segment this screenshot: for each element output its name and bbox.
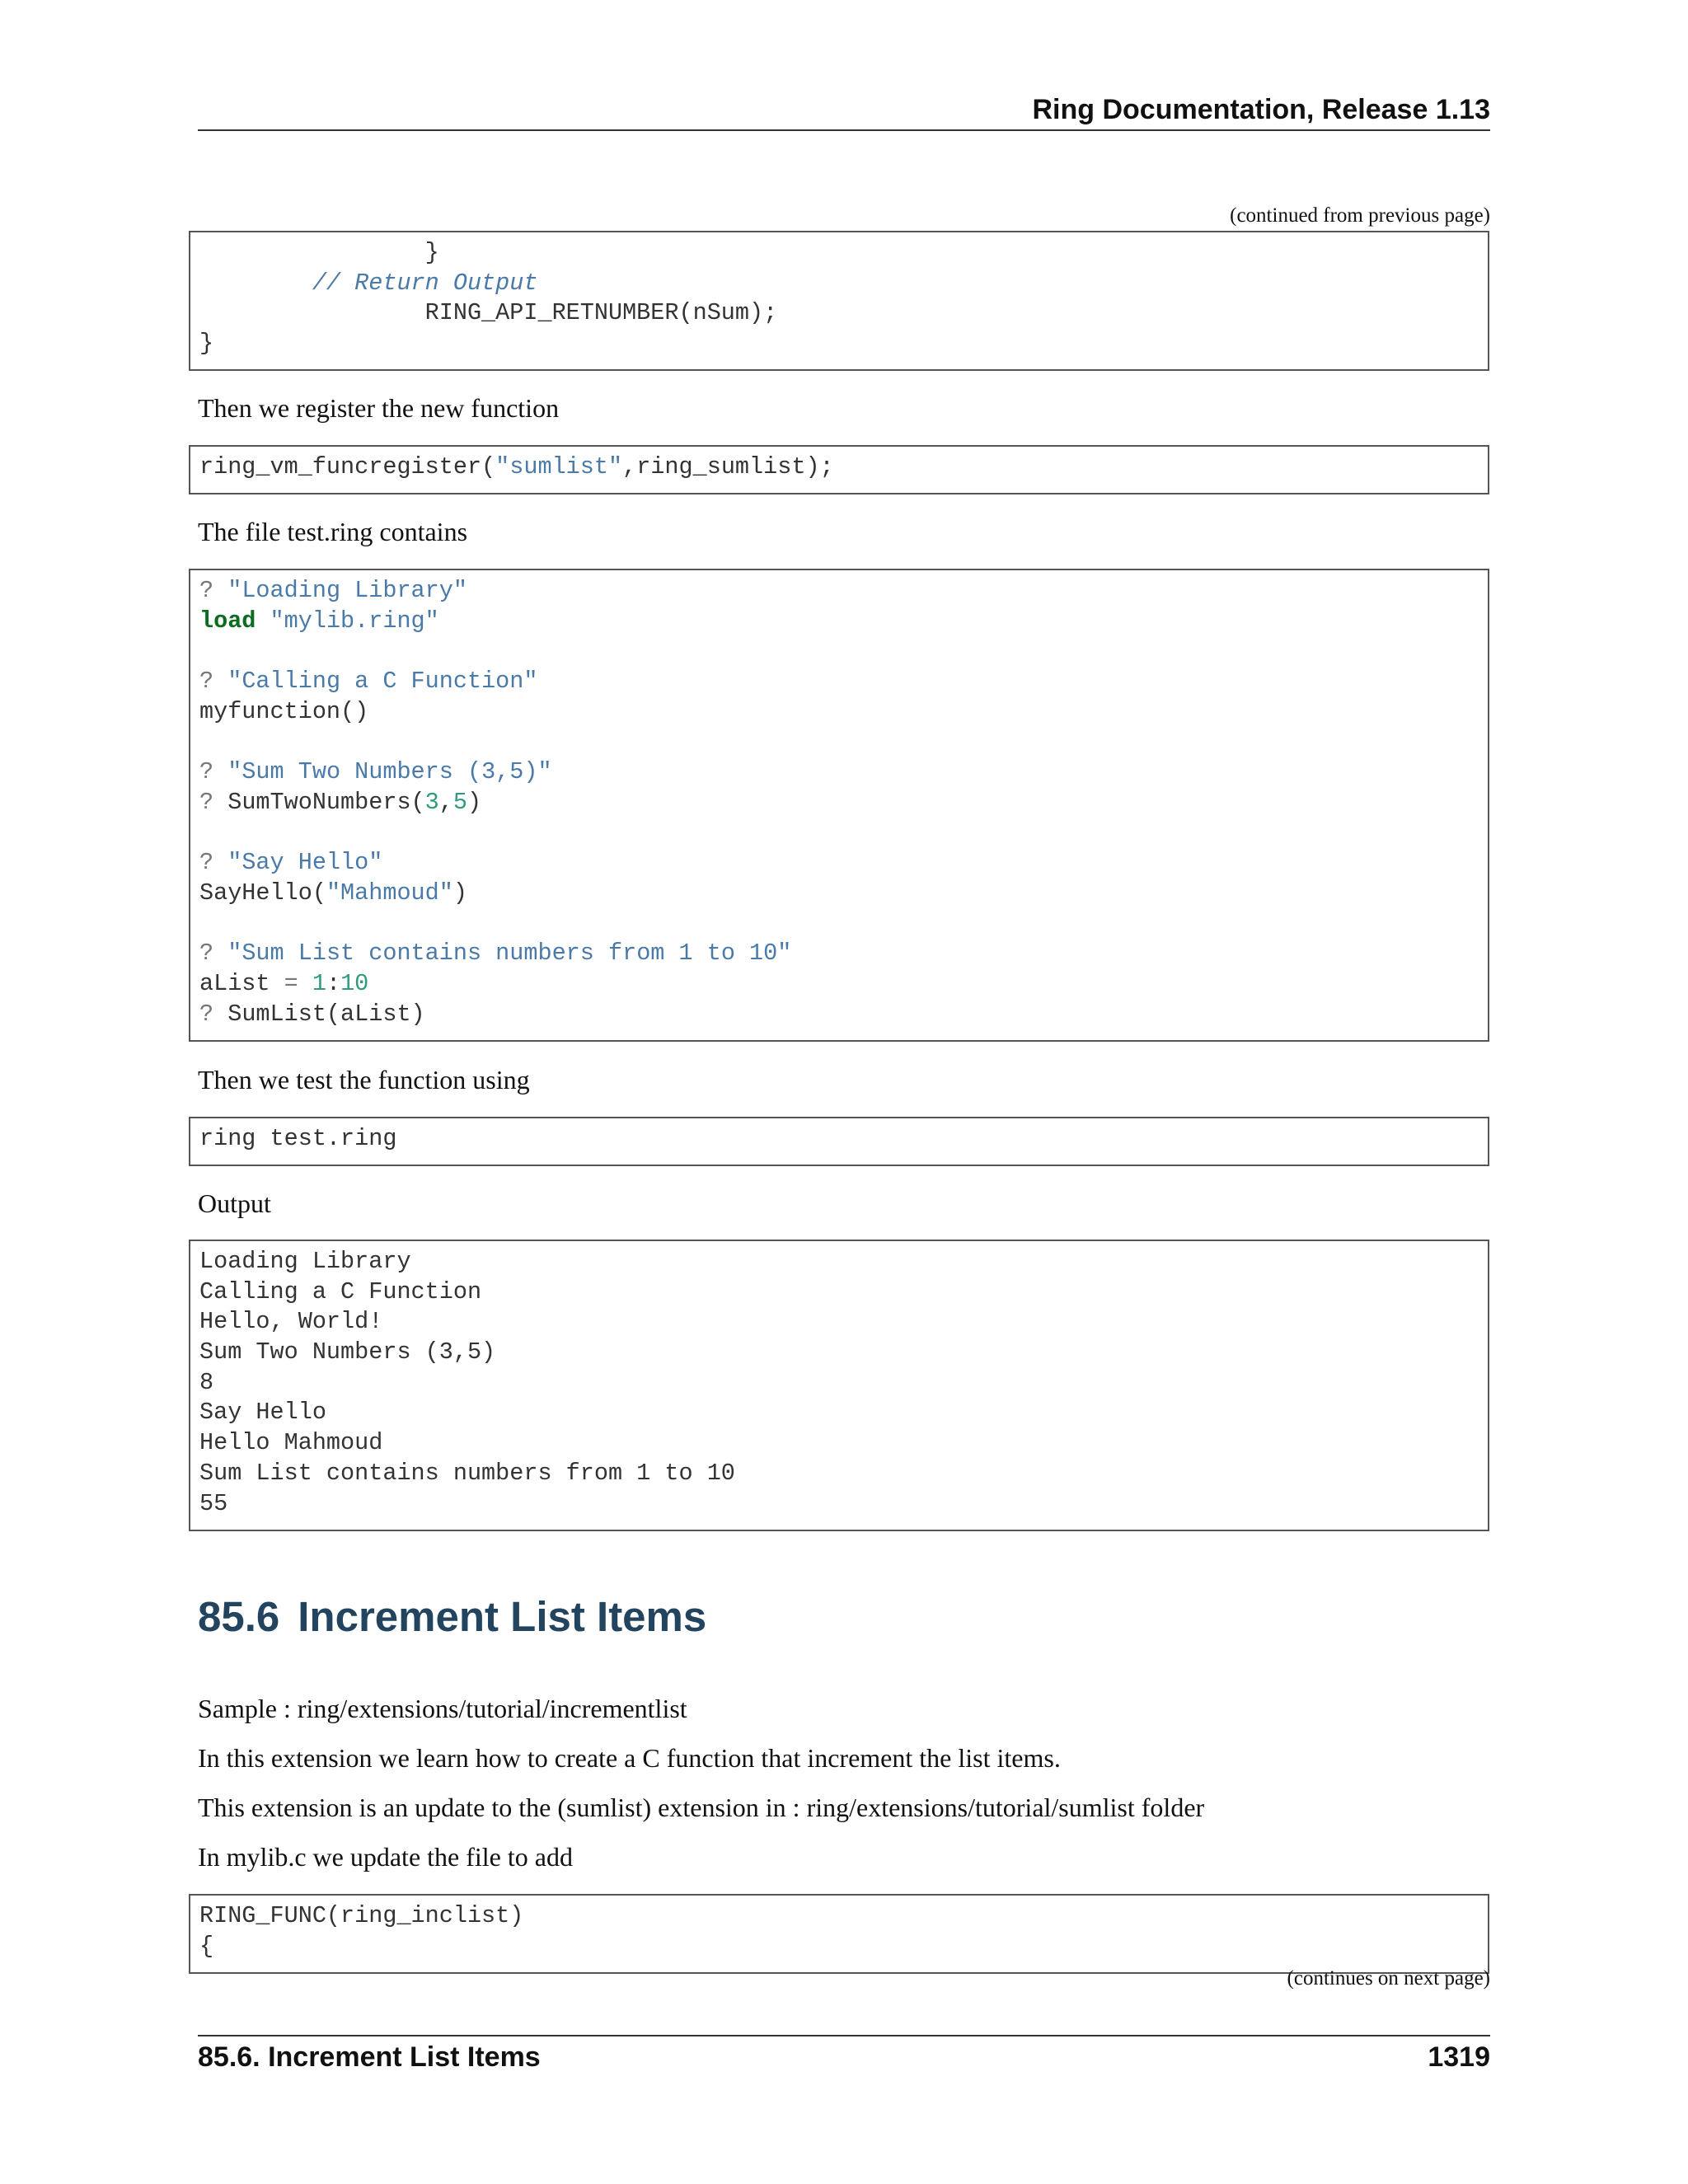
- code-line: {: [199, 1932, 214, 1960]
- output-line: Sum Two Numbers (3,5): [199, 1338, 496, 1366]
- code-line: ? SumList(aList): [199, 1000, 425, 1028]
- code-line-blank: [199, 727, 1488, 757]
- code-block-c-tail: [189, 231, 1489, 371]
- output-line: Say Hello: [199, 1399, 326, 1427]
- paragraph-test-file: The file test.ring contains: [198, 517, 468, 546]
- footer-rule: [198, 2035, 1490, 2036]
- header-rule: [198, 129, 1490, 131]
- code-line: RING_FUNC(ring_inclist): [199, 1902, 524, 1929]
- paragraph-test-function: Then we test the function using: [198, 1065, 530, 1094]
- code-line: ring_vm_funcregister("sumlist",ring_sumlist);: [199, 453, 834, 480]
- page-number: 1319: [1428, 2041, 1490, 2073]
- code-block-test-ring: [189, 569, 1489, 1042]
- output-line: 55: [199, 1489, 228, 1517]
- code-line: ? "Sum List contains numbers from 1 to 10": [199, 940, 792, 968]
- code-line: SayHello("Mahmoud"): [199, 879, 467, 907]
- paragraph-update-note: This extension is an update to the (sumlist) extension in : ring/extensions/tutorial/sumlist folder: [198, 1793, 1205, 1822]
- output-line: Calling a C Function: [199, 1277, 482, 1305]
- code-block-inclist: [189, 1894, 1489, 1974]
- paragraph-sample-path: Sample : ring/extensions/tutorial/incrementlist: [198, 1694, 687, 1723]
- paragraph-register: Then we register the new function: [198, 393, 560, 423]
- code-line: RING_API_RETNUMBER(nSum);: [199, 299, 778, 327]
- output-line: Hello Mahmoud: [199, 1429, 383, 1457]
- code-line: load "mylib.ring": [199, 607, 439, 635]
- code-block-command: [189, 1117, 1489, 1166]
- code-line: ? "Sum Two Numbers (3,5)": [199, 758, 552, 786]
- footer-section-title: 85.6. Increment List Items: [198, 2041, 541, 2073]
- section-heading: [198, 1592, 706, 1641]
- output-line: Loading Library: [199, 1248, 411, 1275]
- code-line: ? "Loading Library": [199, 577, 467, 604]
- section-number: 85.6: [198, 1593, 280, 1640]
- code-line-blank: [199, 636, 1488, 667]
- code-line: }: [199, 330, 214, 358]
- code-line: ? SumTwoNumbers(3,5): [199, 788, 482, 816]
- paragraph-output-label: Output: [198, 1188, 271, 1218]
- code-block-register: [189, 445, 1489, 494]
- output-line: 8: [199, 1368, 214, 1396]
- code-line: ring test.ring: [199, 1125, 397, 1152]
- paragraph-mylib: In mylib.c we update the file to add: [198, 1842, 573, 1872]
- code-line-blank: [199, 909, 1488, 940]
- code-line: aList = 1:10: [199, 969, 369, 997]
- code-block-output: [189, 1240, 1489, 1531]
- paragraph-intro: In this extension we learn how to create a C function that increment the list items.: [198, 1743, 1061, 1773]
- code-line: ? "Say Hello": [199, 849, 383, 877]
- code-line: myfunction(): [199, 697, 369, 725]
- section-title: Increment List Items: [298, 1593, 707, 1640]
- running-header-title: Ring Documentation, Release 1.13: [1032, 94, 1490, 125]
- code-line: ? "Calling a C Function": [199, 668, 538, 696]
- code-comment-line: // Return Output: [199, 269, 538, 297]
- code-line: }: [199, 239, 439, 266]
- output-line: Hello, World!: [199, 1308, 383, 1336]
- continued-from-note: (continued from previous page): [1230, 204, 1490, 227]
- continues-on-note: (continues on next page): [1287, 1967, 1490, 1990]
- output-line: Sum List contains numbers from 1 to 10: [199, 1459, 735, 1487]
- code-line-blank: [199, 818, 1488, 849]
